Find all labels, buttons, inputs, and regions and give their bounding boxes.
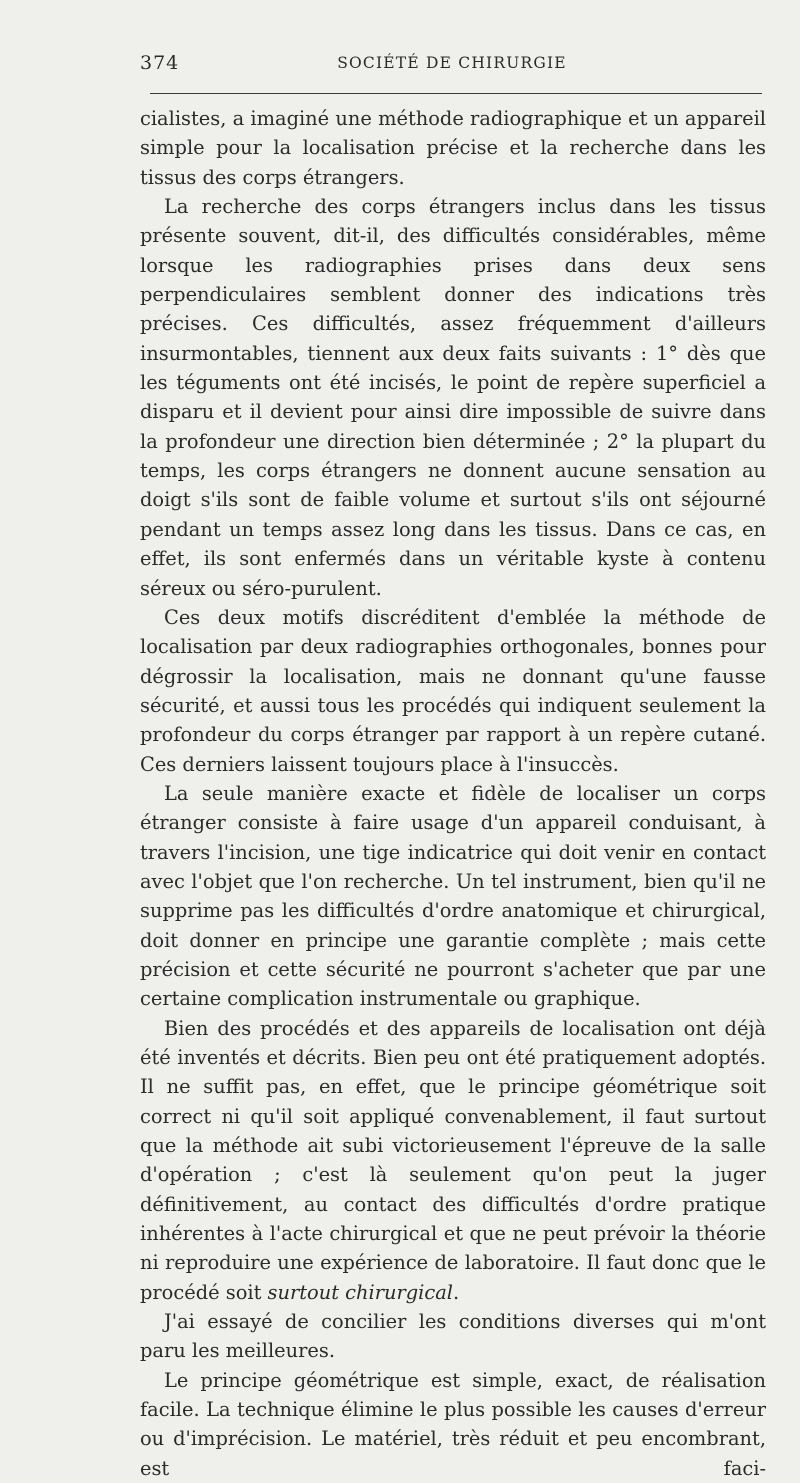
page-number: 374 xyxy=(140,52,180,74)
running-title: SOCIÉTÉ DE CHIRURGIE xyxy=(337,54,567,72)
paragraph-4: La seule manière exacte et fidèle de localiser un corps étranger consiste à faire usage d'un appareil conduisant, à travers l'incision, une tige indicatrice qui doit venir en contact avec l'objet que l'on recherche. Un tel instrument, bien qu'il ne supprime pas les difficultés d'ordre anatomique et chirurgical, doit donner en principe une garantie complète ; mais cette précision et cette sécurité ne pourront s'acheter que par une certaine complication instrumentale ou graphique. xyxy=(140,781,766,1011)
page-header xyxy=(140,52,764,84)
paragraph-5-text: Bien des procédés et des appareils de localisation ont déjà été inventés et décrits. Bien peu ont été pratiquement adoptés. Il ne suffit pas, en effet, que le principe géométrique soit correct ni qu'il soit appliqué convenablement, il faut surtout que la méthode ait subi victorieusement l'épreuve de la salle d'opération ; c'est là seulement qu'on peut la juger définitivement, au contact des difficultés d'ordre pratique inhérentes à l'acte chirurgical et que ne peut prévoir la théorie ni reproduire une expérience de laboratoire. Il faut donc que le procédé soit xyxy=(140,1016,766,1304)
body-text xyxy=(140,104,766,1483)
paragraph-1: cialistes, a imaginé une méthode radiographique et un appareil simple pour la localisation précise et la recherche dans les tissus des corps étrangers. xyxy=(140,107,766,189)
paragraph-5 xyxy=(140,1014,766,1307)
paragraph-7: Le principe géométrique est simple, exact, de réalisation facile. La technique élimine le plus possible les causes d'erreur ou d'imprécision. Le matériel, très réduit et peu encombrant, est faci- xyxy=(140,1368,766,1480)
paragraph-2: La recherche des corps étrangers inclus dans les tissus présente souvent, dit-il, des difficultés considérables, même lorsque les radiographies prises dans deux sens perpendiculaires semblent donner des indications très précises. Ces difficultés, assez fréquemment d'ailleurs insurmontables, tiennent aux deux faits suivants : 1° dès que les téguments ont été incisés, le point de repère superficiel a disparu et il devient pour ainsi dire impossible de suivre dans la profondeur une direction bien déterminée ; 2° la plupart du temps, les corps étrangers ne donnent aucune sensation au doigt s'ils sont de faible volume et surtout s'ils ont séjourné pendant un temps assez long dans les tissus. Dans ce cas, en effet, ils sont enfermés dans un véritable kyste à contenu séreux ou séro-purulent. xyxy=(140,195,766,600)
paragraph-5-italic: surtout chirurgical xyxy=(267,1280,453,1304)
paragraph-3: Ces deux motifs discréditent d'emblée la méthode de localisation par deux radiographies orthogonales, bonnes pour dégrossir la localisation, mais ne donnant qu'une fausse sécurité, et aussi tous les procédés qui indiquent seulement la profondeur du corps étranger par rapport à un repère cutané. Ces derniers laissent toujours place à l'insuccès. xyxy=(140,605,766,776)
header-rule xyxy=(150,93,762,94)
paragraph-6: J'ai essayé de concilier les conditions diverses qui m'ont paru les meilleures. xyxy=(140,1310,766,1363)
paragraph-5-punct: . xyxy=(452,1280,460,1304)
